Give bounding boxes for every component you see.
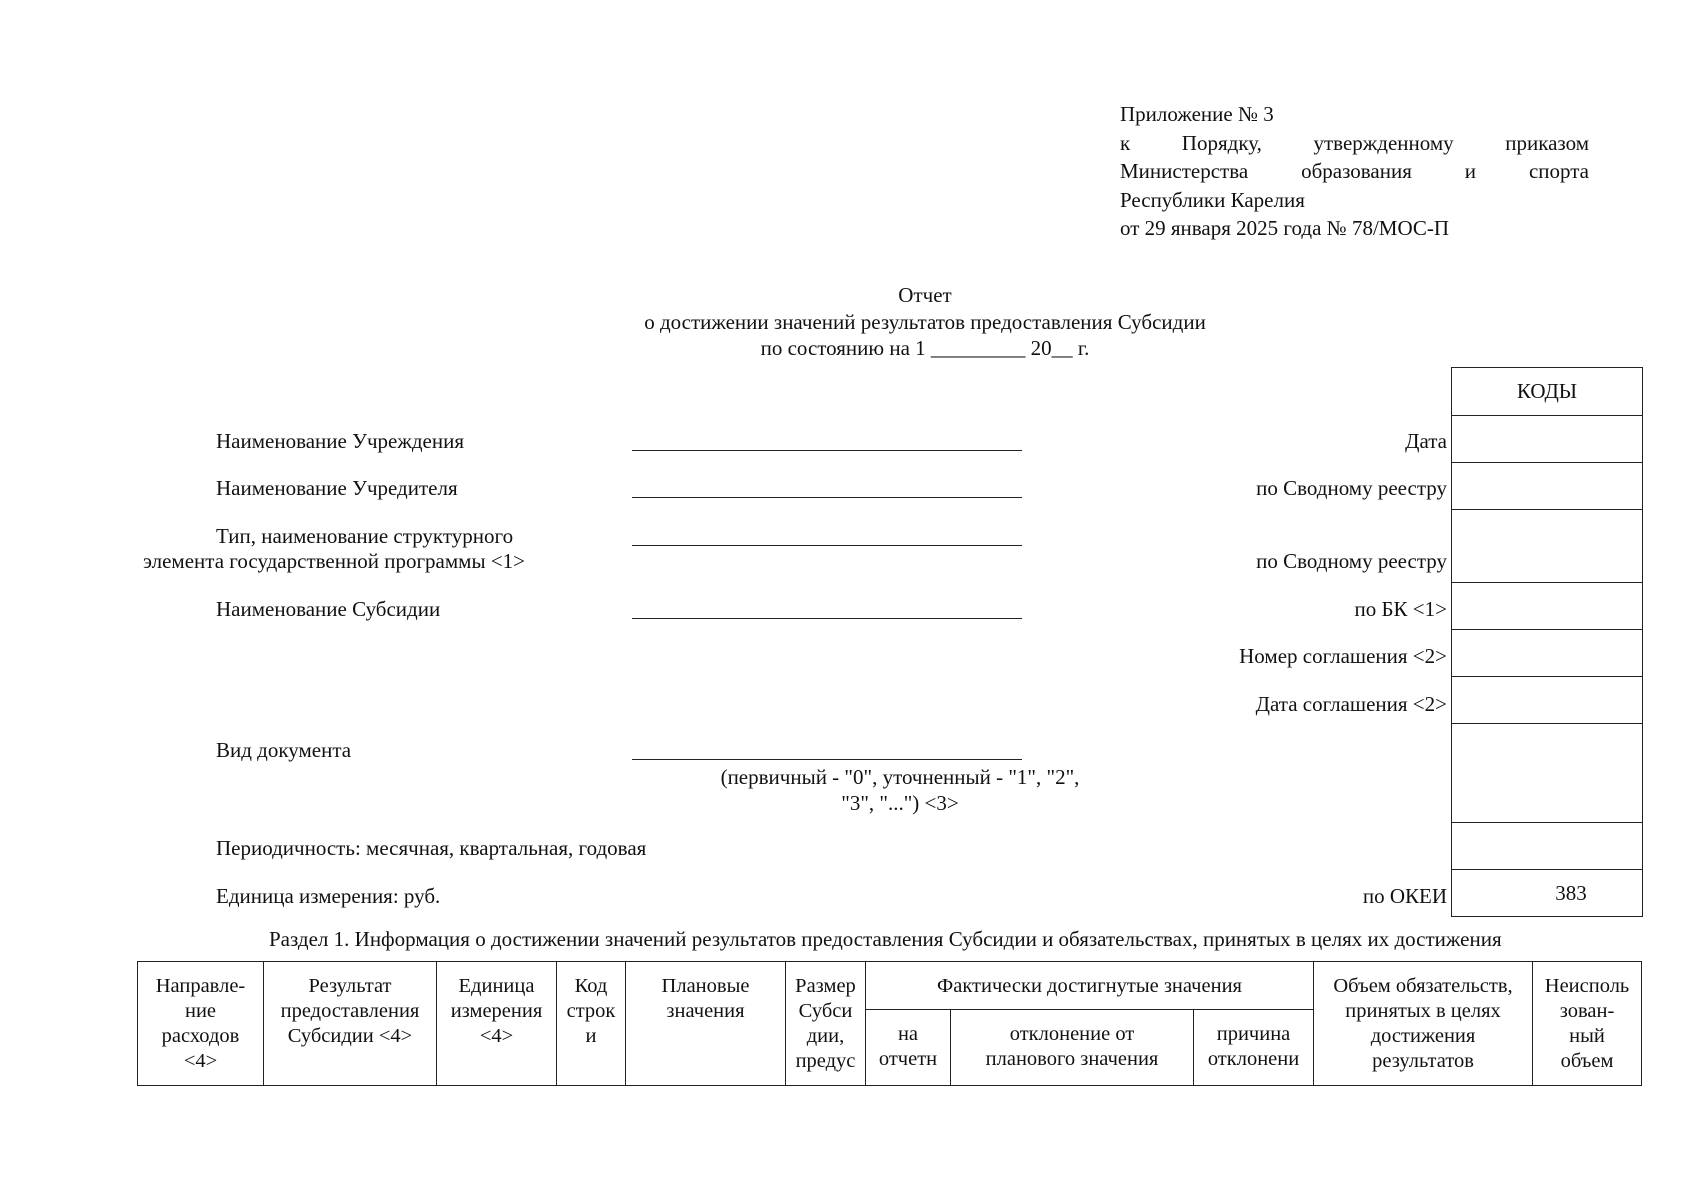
col-header-code: Код строк и [557,962,626,1086]
report-title-line: Отчет [898,283,952,307]
appendix-date-line: от 29 января 2025 года № 78/МОС-П [1120,216,1450,240]
founder-label: Наименование Учредителя [216,476,458,500]
code-label-date: Дата [1405,429,1447,453]
unit-label: Единица измерения: руб. [216,884,441,908]
code-cell-registry-1[interactable] [1452,462,1642,509]
codes-table [1451,367,1643,917]
appendix-order-line: к Порядку, утвержденному приказом [1120,130,1589,155]
col-header-unused: Неисполь зован- ный объем [1533,962,1642,1086]
code-cell-doc-type[interactable] [1452,723,1642,822]
results-table [137,961,1642,1086]
col-header-planned: Плановые значения [626,962,786,1086]
founder-input-line[interactable] [632,497,1022,498]
report-title [500,282,1350,362]
col-header-unit: Единица измерения <4> [437,962,557,1086]
col-header-actual-group: Фактически достигнутые значения [866,962,1314,1010]
doc-type-input-line[interactable] [632,759,1022,760]
subsidy-input-line[interactable] [632,618,1022,619]
codes-header: КОДЫ [1516,379,1578,403]
code-cell-registry-2[interactable] [1452,509,1642,582]
doc-type-note-line2: "3", "...") <3> [841,791,959,815]
code-label-agreement-date: Дата соглашения <2> [1255,692,1447,716]
periodicity-label: Периодичность: месячная, квартальная, годовая [216,836,647,860]
col-header-result: Результат предоставления Субсидии <4> [264,962,437,1086]
appendix-ministry-line: Министерства образования и спорта [1120,159,1589,183]
appendix-number: Приложение № 3 [1120,102,1274,126]
col-header-actual-reported: на отчетн [866,1010,951,1086]
code-cell-date[interactable] [1452,415,1642,462]
code-cell-okei: 383 [1452,869,1642,916]
code-label-registry-2: по Сводному реестру [1256,549,1447,573]
code-label-registry-1: по Сводному реестру [1256,476,1447,500]
section-1-title: Раздел 1. Информация о достижении значений результатов предоставления Субсидии и обязательствах, принятых в целях их достижения [269,927,1502,951]
appendix-block [1120,100,1589,243]
code-label-okei: по ОКЕИ [1362,884,1447,908]
code-label-bk: по БК <1> [1354,597,1447,621]
appendix-republic-line: Республики Карелия [1120,187,1305,212]
col-header-actual-deviation: отклонение от планового значения [951,1010,1194,1086]
doc-type-note-line1: (первичный - "0", уточненный - "1", "2", [720,765,1080,789]
col-header-size: Размер Субси дии, предус [786,962,866,1086]
code-cell-agreement-date[interactable] [1452,676,1642,723]
report-subtitle-line: о достижении значений результатов предоставления Субсидии [644,309,1206,334]
col-header-obligations: Объем обязательств, принятых в целях достижения результатов [1314,962,1533,1086]
institution-input-line[interactable] [632,450,1022,451]
col-header-actual-reason: причина отклонени [1194,1010,1314,1086]
doc-type-label: Вид документа [216,738,352,762]
col-header-direction: Направле- ние расходов <4> [138,962,264,1086]
program-element-label-line2: элемента государственной программы <1> [143,549,525,573]
code-cell-agreement-number[interactable] [1452,629,1642,676]
report-date-line: по состоянию на 1 _________ 20__ г. [760,336,1090,360]
subsidy-label: Наименование Субсидии [216,597,441,621]
program-element-input-line[interactable] [632,545,1022,546]
code-label-agreement-number: Номер соглашения <2> [1239,644,1447,668]
institution-label: Наименование Учреждения [216,429,464,453]
doc-type-note [690,764,1110,816]
program-element-label-line1: Тип, наименование структурного [216,524,514,548]
code-cell-periodicity[interactable] [1452,822,1642,869]
code-cell-bk[interactable] [1452,582,1642,629]
